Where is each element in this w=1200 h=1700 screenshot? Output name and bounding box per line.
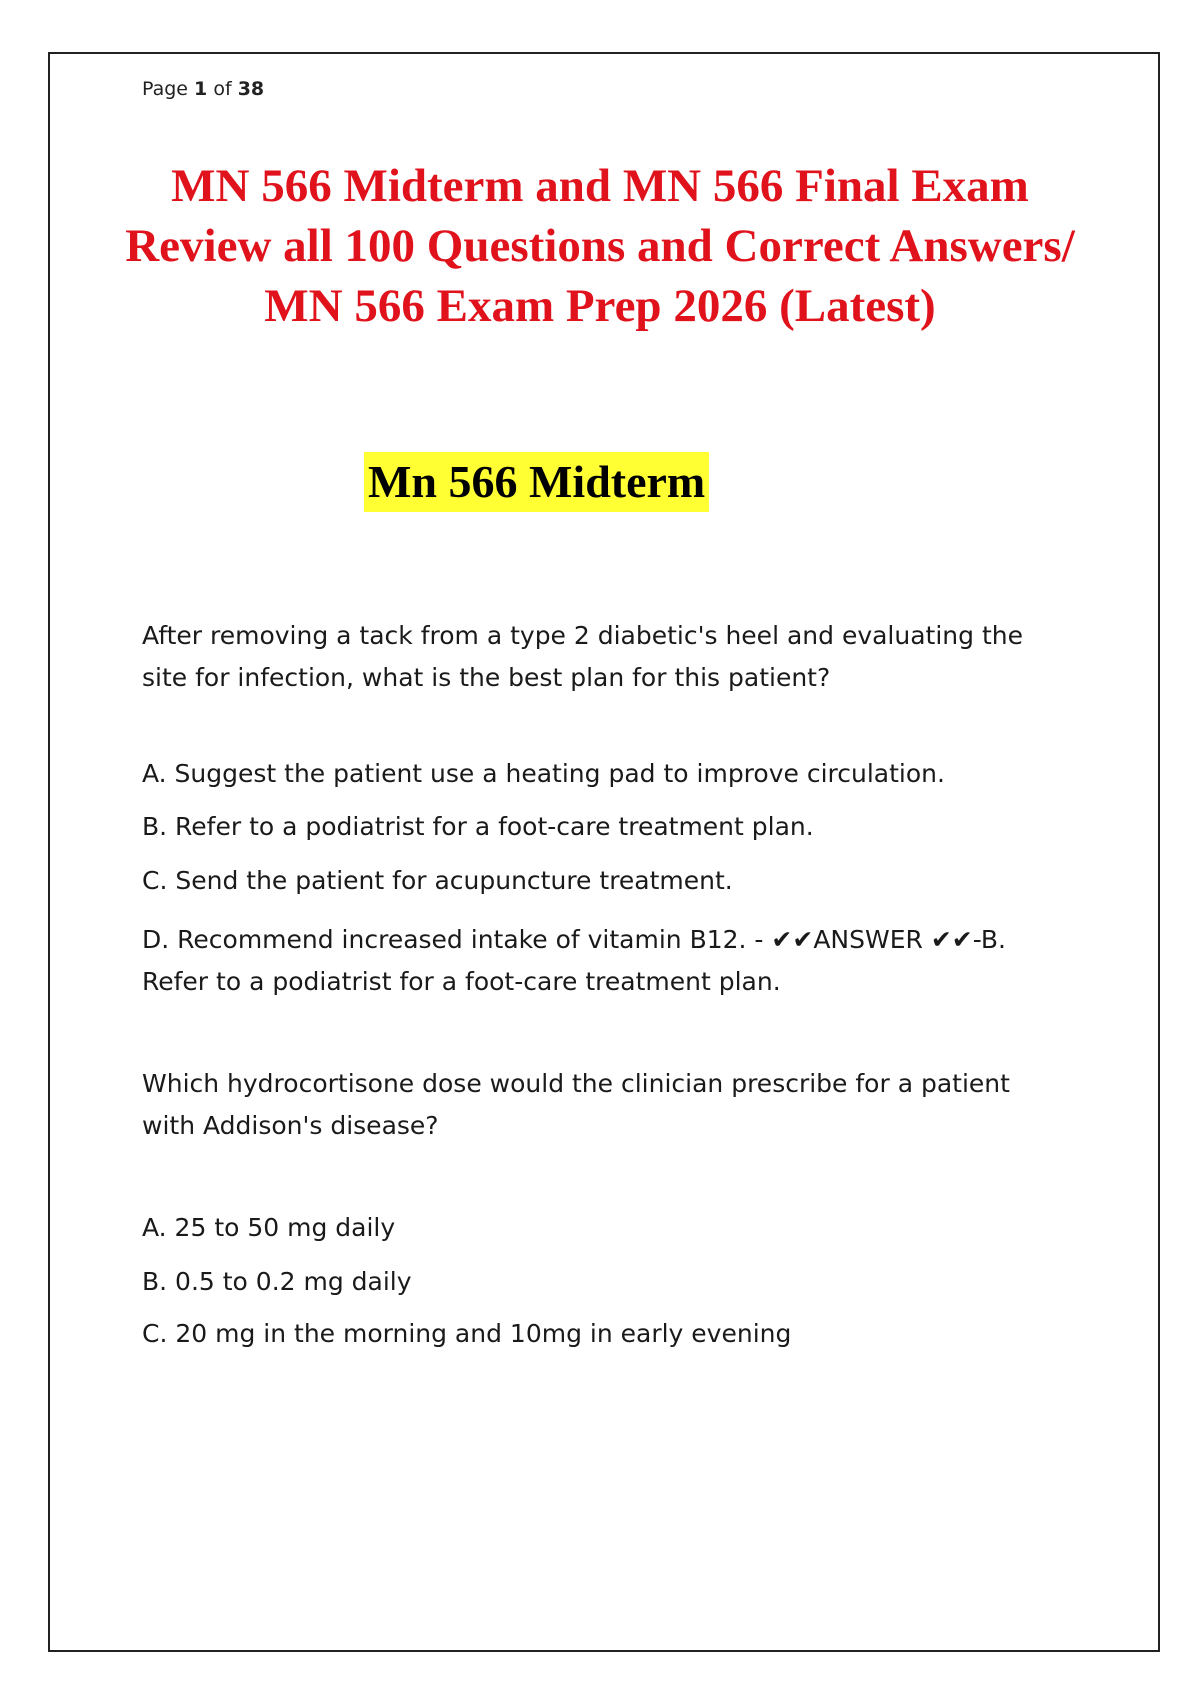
page-number [142,78,264,100]
answer-option: C. 20 mg in the morning and 10mg in early evening [142,1319,792,1348]
page-total: 38 [237,78,265,100]
check-mark-icon: ✔✔ [930,925,973,954]
answer-label: ANSWER [813,925,931,954]
page-current: 1 [194,78,208,100]
page-label: Page [142,78,188,100]
check-mark-icon: ✔✔ [771,925,814,954]
question-text: Which hydrocortisone dose would the clinician prescribe for a patient with Addison's disease? [142,1069,1010,1140]
answer-option-with-answer [142,919,1042,1003]
correct-answer-text: -B. Refer to a podiatrist for a foot-care treatment plan. [142,925,1006,996]
page-of-label: of [213,78,232,100]
answer-option: B. Refer to a podiatrist for a foot-care treatment plan. [142,812,814,841]
question-text: After removing a tack from a type 2 diabetic's heel and evaluating the site for infection, what is the best plan for this patient? [142,621,1023,692]
answer-option-d: D. Recommend increased intake of vitamin B12. - [142,925,772,954]
document-title: MN 566 Midterm and MN 566 Final Exam Review all 100 Questions and Correct Answers/ MN 566 Exam Prep 2026 (Latest) [125,160,1075,332]
answer-option: B. 0.5 to 0.2 mg daily [142,1267,412,1296]
answer-option: C. Send the patient for acupuncture treatment. [142,866,733,895]
answer-option: A. Suggest the patient use a heating pad to improve circulation. [142,759,945,788]
section-heading: Mn 566 Midterm [364,452,709,512]
answer-option: A. 25 to 50 mg daily [142,1213,396,1242]
